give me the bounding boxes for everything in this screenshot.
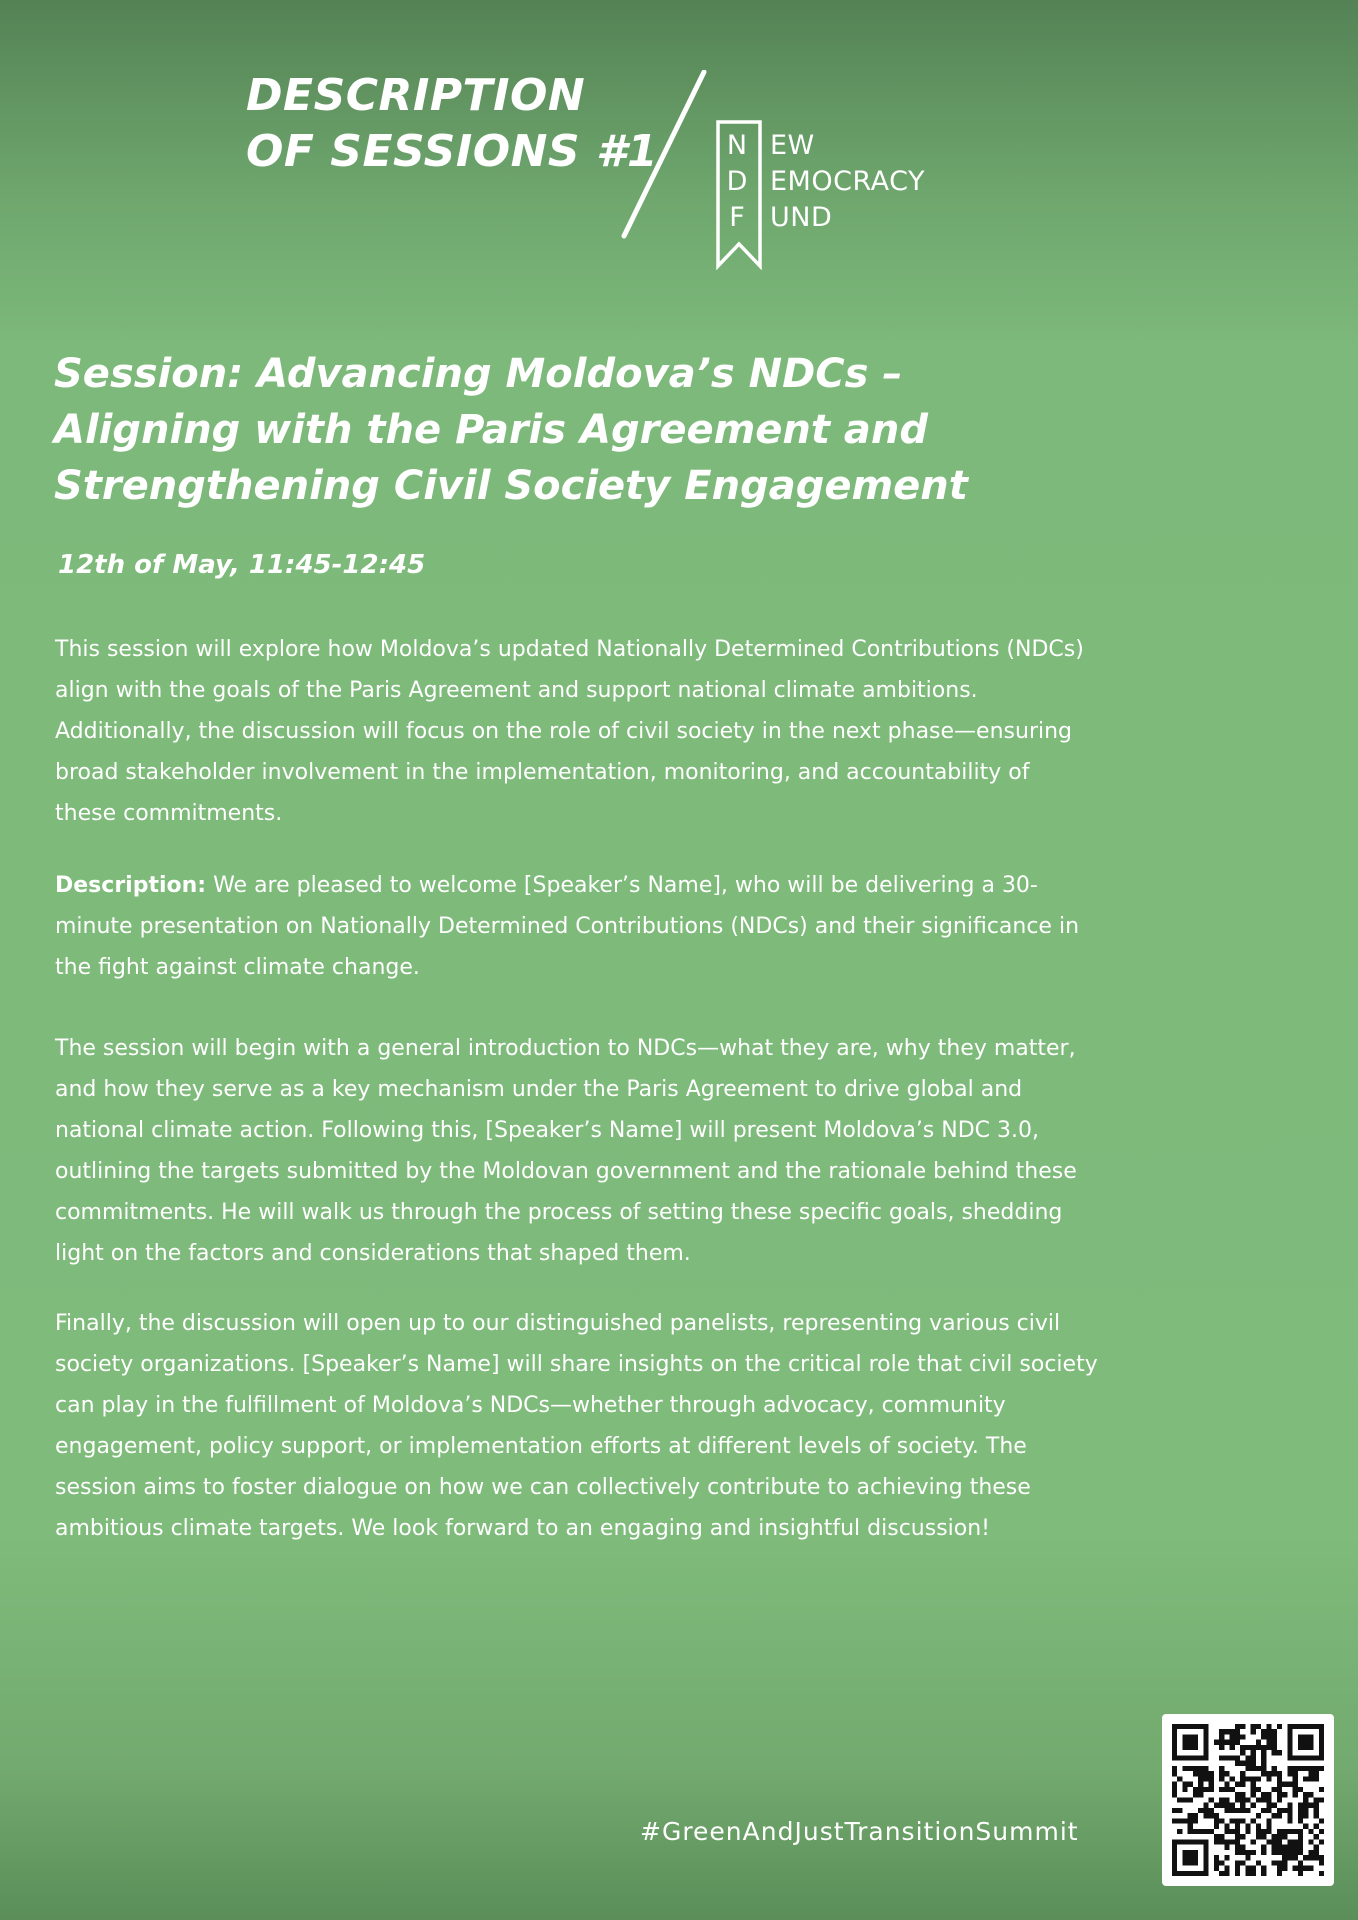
paragraph-line: the fight against climate change. (55, 955, 420, 980)
session-title (54, 346, 1304, 514)
paragraph-line: commitments. He will walk us through the process of setting these specific goals, shedding (55, 1200, 1063, 1225)
paragraph-line: outlining the targets submitted by the Moldovan government and the rationale behind these (55, 1159, 1077, 1184)
session-date: 12th of May, 11:45-12:45 (58, 550, 426, 580)
paragraph-line: session aims to foster dialogue on how we can collectively contribute to achieving these (55, 1475, 1031, 1500)
paragraph-line: and how they serve as a key mechanism under the Paris Agreement to drive global and (55, 1077, 1023, 1102)
paragraph-line: can play in the fulfillment of Moldova’s NDCs—whether through advocacy, community (55, 1393, 1006, 1418)
summit-hashtag: #GreenAndJustTransitionSummit (640, 1817, 1079, 1846)
logo-letter-d: D (726, 166, 748, 197)
divider-slash-icon (618, 70, 708, 240)
panel-paragraph (55, 1303, 1305, 1549)
qr-code-icon (1172, 1724, 1324, 1876)
paragraph-line: This session will explore how Moldova’s updated Nationally Determined Contributions (NDCs) (55, 637, 1084, 662)
logo-letter-f: F (729, 202, 745, 233)
intro-paragraph (55, 629, 1305, 834)
paragraph-line: ambitious climate targets. We look forward to an engaging and insightful discussion! (55, 1516, 990, 1541)
paragraph-line: broad stakeholder involvement in the implementation, monitoring, and accountability of (55, 760, 1030, 785)
logo-letter-n: N (726, 130, 748, 161)
session-title-line-1: Session: Advancing Moldova’s NDCs – (54, 351, 903, 397)
qr-code[interactable] (1162, 1714, 1334, 1886)
paragraph-line: society organizations. [Speaker’s Name] will share insights on the critical role that civil society (55, 1352, 1098, 1377)
logo-word-democracy: EMOCRACY (770, 166, 925, 197)
paragraph-line: align with the goals of the Paris Agreement and support national climate ambitions. (55, 678, 978, 703)
paragraph-line: national climate action. Following this, [Speaker’s Name] will present Moldova’s NDC 3.0, (55, 1118, 1039, 1143)
session-title-line-3: Strengthening Civil Society Engagement (54, 463, 968, 509)
header-title (246, 68, 658, 180)
header-title-line-2: OF SESSIONS #1 (246, 126, 659, 177)
description-paragraph (55, 865, 1305, 988)
agenda-paragraph (55, 1028, 1305, 1274)
paragraph-line: these commitments. (55, 801, 283, 826)
paragraph-line: Additionally, the discussion will focus on the role of civil society in the next phase—ensuring (55, 719, 1073, 744)
paragraph-line (55, 865, 1305, 906)
paragraph-line: The session will begin with a general introduction to NDCs—what they are, why they matter, (55, 1036, 1076, 1061)
description-label: Description: (55, 873, 207, 898)
description-first-text: We are pleased to welcome [Speaker’s Name], who will be delivering a 30- (206, 873, 1038, 898)
session-title-line-2: Aligning with the Paris Agreement and (54, 407, 929, 453)
logo-word-new: EW (770, 130, 815, 161)
logo-word-fund: UND (770, 202, 833, 233)
paragraph-line: minute presentation on Nationally Determined Contributions (NDCs) and their significance in (55, 914, 1080, 939)
header-title-line-1: DESCRIPTION (246, 70, 586, 121)
paragraph-line: light on the factors and considerations that shaped them. (55, 1241, 691, 1266)
paragraph-line: engagement, policy support, or implementation efforts at different levels of society. The (55, 1434, 1027, 1459)
paragraph-line: Finally, the discussion will open up to our distinguished panelists, representing various civil (55, 1311, 1061, 1336)
ndf-logo (716, 120, 976, 270)
